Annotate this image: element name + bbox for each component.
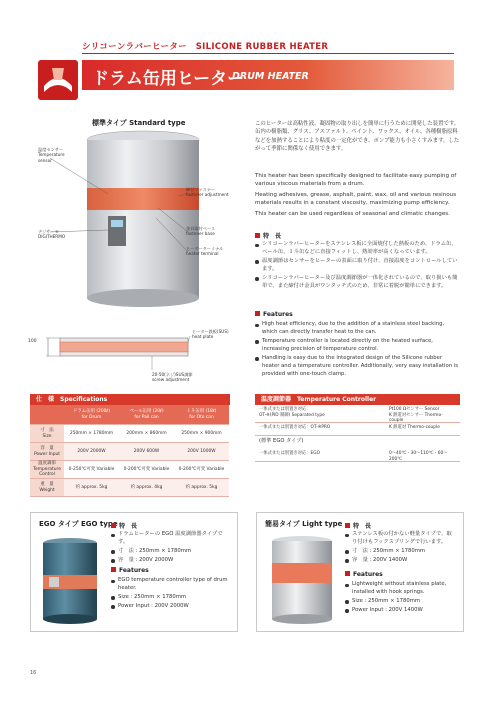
- light-type-box: [256, 512, 464, 632]
- spec-cell: 200V 2000W: [64, 443, 119, 461]
- features-en-item: High heat efficiency, due to the addition of a stainless steel backing, which can directly transfer heat to the can.: [255, 321, 460, 337]
- controller-row: [255, 449, 460, 462]
- ego-jp-item: 容 量 : 200V 2000W: [111, 557, 229, 565]
- spec-row-label-en: Power Input: [33, 451, 61, 457]
- spec-cell: 250mm × 1780mm: [64, 425, 119, 443]
- controller-sensor: 0～40℃・30～110℃・60～200℃: [389, 451, 448, 462]
- label-digithermo: デジサーモ DIGITHERMO: [38, 229, 66, 240]
- label-screw-adjustment: 20-50(ネジ)SUS調節 screw adjustment: [152, 372, 193, 383]
- ego-type-title: EGO タイプ EGO type: [39, 520, 118, 528]
- ego-en-item: EGO temperature controller type of drum heater.: [111, 577, 229, 593]
- light-type-title: 簡易タイプ Light type: [265, 520, 343, 528]
- label-heat-plate: ヒーター鉄板(SUS) heat plate: [192, 329, 229, 340]
- light-jp-item: 容 量 : 200V 1400W: [345, 557, 457, 565]
- spec-row-label-jp: 重 量: [40, 482, 54, 487]
- spec-cell: 250mm × 900mm: [174, 425, 229, 443]
- spec-row-label-en: Size: [42, 433, 52, 439]
- spec-row-label-jp: 温度調節: [38, 461, 56, 467]
- category-title: シリコーンラバーヒーター SILICONE RUBBER HEATER: [82, 42, 329, 52]
- light-en-item: Power Input : 200V 1400W: [345, 607, 457, 615]
- spec-table-title: 仕 様 Specifications: [30, 394, 230, 405]
- light-en-list: [345, 581, 457, 616]
- ego-jp-heading: 特 長: [111, 521, 137, 530]
- standard-type-figure: [38, 128, 230, 310]
- light-jp-item: 寸 法 : 250mm × 1780mm: [345, 548, 457, 556]
- spec-row-label-en: Weight: [39, 487, 55, 493]
- controller-type: 一体式または別置き対応：OT-※PRO: [259, 425, 331, 430]
- title-banner: [82, 60, 454, 90]
- spec-row-label-jp: 寸 法: [40, 428, 54, 433]
- spec-col-drum: ドラム缶用 (200ℓ) for Drum: [64, 405, 119, 425]
- spec-cell: 200V 600W: [119, 443, 174, 461]
- features-en-item: Temperature controller is located directly on the heated surface, increasing precision of temperature control.: [255, 338, 460, 354]
- category-rule: [82, 53, 454, 54]
- spec-cell: 0-250℃可変 Variable: [64, 461, 119, 479]
- spec-cell: 0-200℃可変 Variable: [119, 461, 174, 479]
- controller-table: [255, 394, 460, 462]
- spec-row-label-jp: 容 量: [40, 446, 54, 451]
- label-fastener-base: 金具取付ベース fastener base: [186, 226, 216, 237]
- spec-cell: 200V 1000W: [174, 443, 229, 461]
- light-en-heading: Features: [345, 571, 383, 578]
- ego-jp-item: ドラムヒーターの EGO 温度調節器タイプです。: [111, 531, 229, 547]
- controller-table-title: 温度調節器 Temperature Controller: [255, 394, 460, 405]
- ego-en-list: [111, 577, 229, 612]
- ego-en-heading: Features: [111, 567, 149, 574]
- spec-cell: 0-200℃可変 Variable: [174, 461, 229, 479]
- ego-drum-figure: [39, 535, 101, 627]
- light-en-item: Size : 250mm × 1780mm: [345, 598, 457, 606]
- features-en-item: Handling is easy due to the integrated design of the Silicone rubber heater and a temperature controller. Additionally, very easy installation is provided with one-touch clamp.: [255, 355, 460, 379]
- light-jp-item: ステンレス板の付かない軽量タイプで、取り付けもフックスプリングで行います。: [345, 531, 457, 547]
- light-en-item: Lightweight without stainless plate, installed with hook springs.: [345, 581, 457, 597]
- heater-logo-icon: [38, 60, 78, 100]
- controller-type: (標準 EGO タイプ): [259, 438, 304, 444]
- controller-type: 一体式または別置き対応：EGO: [259, 451, 320, 456]
- spec-cell: 約 approx. 4kg: [119, 479, 174, 497]
- controller-sensor: Pt100 Ωセンサー Sensor K 熱電対センサー Thermo-couple: [389, 407, 443, 424]
- features-jp-item: 温度調節はセンサーをヒーターの表面に取り付け、直接温度をコントロールしています。: [255, 258, 460, 274]
- controller-sensor: K 熱電対 Thermo-couple: [389, 425, 440, 430]
- features-en-list: [255, 321, 460, 380]
- spec-row-label: [30, 443, 64, 461]
- spec-row-label: [30, 425, 64, 443]
- features-jp-list: [255, 241, 460, 292]
- spec-col-pail: ペール缶用 (20ℓ) for Pail can: [119, 405, 174, 425]
- controller-sensor: [385, 436, 460, 449]
- features-jp-item: シリコーンラバーヒーターをステンレス板に全面焼付した熱板のため、ドラム缶、ペール缶、１斗缶などに直接フィットし、熱効率が高くなっています。: [255, 241, 460, 257]
- ego-jp-item: 寸 法 : 250mm × 1780mm: [111, 548, 229, 556]
- page-number: 16: [30, 670, 37, 676]
- spec-cell: 200mm × 860mm: [119, 425, 174, 443]
- label-temp-sensor: 温度センサー Temperature sensor: [38, 147, 65, 163]
- label-fastener: 締付ファスナー fastener adjustment: [186, 187, 229, 198]
- controller-row: [255, 405, 460, 423]
- label-heater-terminal: ヒーターターミナル heater terminal: [186, 246, 224, 257]
- light-jp-list: [345, 531, 457, 566]
- controller-row: [255, 423, 460, 436]
- intro-en-1: This heater has been specifically designed to facilitate easy pumping of various viscous materials from a drum.: [255, 173, 457, 188]
- intro-jp: このヒーターは高粘性液、凝固物の取り出しを簡単に行うために開発した装置です。缶内の樹脂類、グリス、アスファルト、ペイント、ワックス、オイル、各種樹脂原料などを加熱することにより粘度の一定化ができ、ポンプ能力も小さくすみます。したがって季節に関係なく使用できます。: [255, 121, 460, 153]
- light-jp-heading: 特 長: [345, 521, 371, 530]
- controller-row: [255, 436, 460, 449]
- spec-table: [30, 394, 230, 497]
- features-jp-heading: 特 長: [255, 231, 281, 240]
- spec-cell: 約 approx. 5kg: [174, 479, 229, 497]
- spec-col-oto: １斗缶用 (18ℓ) for Oto can: [174, 405, 229, 425]
- features-jp-item: シリコーンラバーヒーター及び温度調節器が一体化されているので、取り扱いも簡単で、また締付け金具がワンタッチ式のため、非常に着脱が簡単にできます。: [255, 275, 460, 291]
- intro-en-3: This heater can be used regardless of seasonal and climatic changes.: [255, 211, 450, 217]
- ego-en-item: Power Input : 200V 2000W: [111, 603, 229, 611]
- features-en-heading: Features: [255, 311, 293, 318]
- spec-cell: 約 approx. 5kg: [64, 479, 119, 497]
- page-title: ドラム缶用ヒーター: [92, 69, 245, 89]
- ego-en-item: Size : 250mm × 1780mm: [111, 594, 229, 602]
- spec-row-label-en: Temperature Control: [33, 466, 61, 478]
- label-dimension: 100: [28, 339, 37, 344]
- spec-row-label: [30, 479, 64, 497]
- ego-type-box: [30, 512, 238, 632]
- controller-type: 一体式または別置き対応： OT-※(PID 制御) Separated type: [259, 407, 325, 418]
- ego-jp-list: [111, 531, 229, 566]
- spec-row-label: [30, 461, 64, 479]
- light-drum-figure: [267, 533, 337, 627]
- page-title-en: DRUM HEATER: [232, 71, 309, 82]
- intro-en-2: Heating adhesives, grease, asphalt, paint, wax, oil and various resinous materials results in a constant viscosity, maximizing pump efficiency.: [255, 192, 457, 207]
- standard-type-title: 標準タイプ Standard type: [92, 119, 186, 127]
- spec-header-blank: [30, 405, 64, 425]
